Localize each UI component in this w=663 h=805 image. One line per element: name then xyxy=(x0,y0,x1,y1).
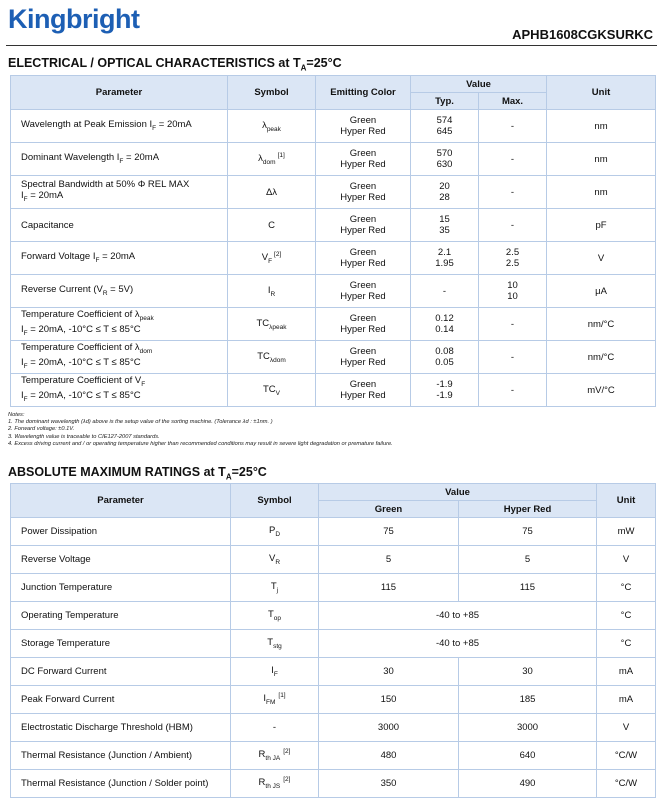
amr-symbol-cell xyxy=(231,574,319,602)
eo-header-value: Value xyxy=(411,76,547,93)
amr-section-title xyxy=(8,465,267,482)
eo-max-cell xyxy=(479,341,547,374)
eo-symbol-cell xyxy=(228,341,316,374)
amr-green-value: 30 xyxy=(319,658,459,686)
eo-color-green: Green xyxy=(349,280,377,291)
header-divider xyxy=(6,45,657,46)
eo-table xyxy=(10,75,656,407)
amr-symbol-cell xyxy=(231,742,319,770)
eo-unit-cell: nm xyxy=(547,110,656,143)
eo-symbol-cell xyxy=(228,209,316,242)
eo-parameter-sub2: F xyxy=(23,195,28,203)
eo-parameter-text: Spectral Bandwidth at 50% Φ REL MAX xyxy=(21,179,190,191)
amr-symbol: V xyxy=(268,553,276,565)
amr-symbol: R xyxy=(258,749,266,761)
eo-parameter-line2 xyxy=(21,390,223,405)
eo-symbol-sub: V xyxy=(275,389,280,397)
amr-header-symbol: Symbol xyxy=(231,484,319,518)
amr-symbol: - xyxy=(272,722,277,733)
notes xyxy=(8,412,393,448)
eo-max-value: - xyxy=(510,186,515,198)
eo-unit-cell: nm xyxy=(547,143,656,176)
amr-red-value: 75 xyxy=(459,518,597,546)
amr-table-row xyxy=(11,518,656,546)
eo-parameter-line xyxy=(21,179,223,190)
eo-max-value2: 10 xyxy=(507,291,518,302)
eo-color-green: Green xyxy=(349,148,377,159)
amr-symbol-sub: th JS xyxy=(265,783,281,791)
eo-symbol: Δλ xyxy=(265,186,278,198)
amr-symbol-cell xyxy=(231,518,319,546)
eo-section-title xyxy=(8,56,342,73)
amr-green-value: 3000 xyxy=(319,714,459,742)
amr-symbol-sub: D xyxy=(275,530,281,538)
eo-typ-cell xyxy=(411,242,479,275)
amr-merged-value: -40 to +85 xyxy=(319,630,597,658)
eo-parameter-sub: F xyxy=(141,381,146,388)
eo-typ-cell xyxy=(411,209,479,242)
amr-unit-cell: °C xyxy=(597,574,656,602)
eo-color-cell xyxy=(316,143,411,176)
eo-color-red: Hyper Red xyxy=(340,126,386,137)
eo-parameter-line xyxy=(21,284,223,299)
amr-table-row xyxy=(11,574,656,602)
eo-max-cell xyxy=(479,143,547,176)
eo-typ-value2: 630 xyxy=(436,159,453,170)
eo-table-row xyxy=(11,242,656,275)
amr-parameter-cell: Operating Temperature xyxy=(11,602,231,630)
eo-symbol: TC xyxy=(257,350,270,362)
eo-symbol-sub: R xyxy=(270,290,276,298)
amr-parameter-cell: Reverse Voltage xyxy=(11,546,231,574)
eo-max-value: - xyxy=(510,219,515,231)
eo-parameter-line2 xyxy=(21,190,223,205)
eo-symbol-sub: F xyxy=(268,258,273,266)
amr-unit-cell: mA xyxy=(597,686,656,714)
eo-max-cell xyxy=(479,110,547,143)
eo-parameter-cell xyxy=(11,308,228,341)
brand-logo: Kingbright xyxy=(8,4,140,34)
eo-color-red: Hyper Red xyxy=(340,192,386,203)
amr-unit-cell: V xyxy=(597,546,656,574)
amr-symbol-cell xyxy=(231,770,319,798)
eo-parameter-text: Dominant Wavelength I xyxy=(21,151,120,163)
eo-typ-cell xyxy=(411,110,479,143)
eo-parameter-text: Forward Voltage I xyxy=(21,250,96,262)
amr-green-value: 75 xyxy=(319,518,459,546)
part-number: APHB1608CGKSURKC xyxy=(512,27,653,42)
eo-typ-value2: 1.95 xyxy=(435,258,454,269)
eo-parameter-sub: F xyxy=(152,124,157,132)
eo-parameter-text2: I xyxy=(21,324,24,335)
amr-table xyxy=(10,483,656,798)
eo-title-suffix: =25°C xyxy=(306,56,342,70)
amr-red-value: 640 xyxy=(459,742,597,770)
amr-red-value: 30 xyxy=(459,658,597,686)
eo-typ-value2: 0.05 xyxy=(435,357,454,368)
eo-max-value: - xyxy=(510,318,515,330)
amr-parameter-cell: Junction Temperature xyxy=(11,574,231,602)
note-line: 4. Excess driving current and / or operating temperature higher than recommended conditions may result in severe light degradation or premature failure. xyxy=(8,440,393,447)
amr-table-row xyxy=(11,686,656,714)
eo-header-typ: Typ. xyxy=(411,93,479,110)
eo-unit-cell: nm xyxy=(547,176,656,209)
eo-typ-value: -1.9 xyxy=(436,379,453,390)
eo-typ-cell xyxy=(411,308,479,341)
amr-header-red: Hyper Red xyxy=(459,501,597,518)
eo-color-cell xyxy=(316,176,411,209)
eo-parameter-tail: = 20mA xyxy=(156,118,192,130)
eo-typ-value: - xyxy=(442,285,447,297)
eo-parameter-text: Capacitance xyxy=(21,219,74,231)
eo-header-color: Emitting Color xyxy=(316,76,411,110)
eo-header-max: Max. xyxy=(479,93,547,110)
eo-max-value: - xyxy=(510,384,515,396)
eo-color-cell xyxy=(316,275,411,308)
amr-table-row xyxy=(11,770,656,798)
amr-green-value: 480 xyxy=(319,742,459,770)
eo-symbol-note: [1] xyxy=(277,151,285,159)
amr-red-value: 3000 xyxy=(459,714,597,742)
amr-title-text: ABSOLUTE MAXIMUM RATINGS at T xyxy=(8,465,226,479)
amr-red-value: 490 xyxy=(459,770,597,798)
amr-symbol-sub: stg xyxy=(273,642,282,650)
eo-color-red: Hyper Red xyxy=(340,291,386,302)
eo-unit-cell: nm/°C xyxy=(547,341,656,374)
eo-symbol-sub: dom xyxy=(262,159,276,167)
eo-unit-cell: mV/°C xyxy=(547,374,656,407)
amr-green-value: 5 xyxy=(319,546,459,574)
amr-parameter-cell: Storage Temperature xyxy=(11,630,231,658)
amr-header-unit: Unit xyxy=(597,484,656,518)
eo-parameter-sub: F xyxy=(119,157,124,165)
eo-typ-value: 2.1 xyxy=(437,247,452,258)
amr-unit-cell: °C/W xyxy=(597,770,656,798)
amr-unit-cell: V xyxy=(597,714,656,742)
amr-symbol-cell xyxy=(231,546,319,574)
eo-color-green: Green xyxy=(349,379,377,390)
eo-symbol-note: [2] xyxy=(274,250,282,258)
amr-green-value: 150 xyxy=(319,686,459,714)
eo-parameter-cell xyxy=(11,209,228,242)
eo-parameter-cell xyxy=(11,275,228,308)
amr-red-value: 115 xyxy=(459,574,597,602)
eo-max-cell xyxy=(479,374,547,407)
amr-parameter-cell: Electrostatic Discharge Threshold (HBM) xyxy=(11,714,231,742)
amr-symbol-sub: j xyxy=(276,586,279,594)
eo-typ-cell xyxy=(411,143,479,176)
eo-parameter-text2: I xyxy=(21,190,24,202)
eo-color-green: Green xyxy=(349,346,377,357)
eo-max-value2: 2.5 xyxy=(505,258,520,269)
eo-color-cell xyxy=(316,308,411,341)
eo-table-row xyxy=(11,308,656,341)
amr-title-suffix: =25°C xyxy=(231,465,267,479)
eo-unit-cell: pF xyxy=(547,209,656,242)
eo-parameter-cell xyxy=(11,110,228,143)
eo-typ-value: 574 xyxy=(436,115,453,126)
eo-typ-value: 15 xyxy=(439,214,450,225)
amr-symbol: I xyxy=(263,693,266,705)
eo-typ-value2: 645 xyxy=(436,126,453,137)
eo-parameter-sub: F xyxy=(95,256,100,264)
eo-max-cell xyxy=(479,209,547,242)
eo-unit-cell: nm/°C xyxy=(547,308,656,341)
eo-typ-value: 570 xyxy=(436,148,453,159)
eo-parameter-cell xyxy=(11,242,228,275)
eo-symbol-sub: λpeak xyxy=(269,323,287,331)
eo-max-cell xyxy=(479,275,547,308)
amr-merged-value: -40 to +85 xyxy=(319,602,597,630)
amr-symbol: T xyxy=(267,637,274,649)
eo-color-green: Green xyxy=(349,313,377,324)
amr-parameter-cell: Thermal Resistance (Junction / Ambient) xyxy=(11,742,231,770)
eo-typ-cell xyxy=(411,275,479,308)
amr-unit-cell: °C xyxy=(597,602,656,630)
eo-parameter-text: Reverse Current (V xyxy=(21,283,103,295)
amr-symbol: R xyxy=(258,777,266,789)
eo-symbol-sub: peak xyxy=(266,125,281,133)
eo-color-green: Green xyxy=(349,181,377,192)
eo-parameter-cell xyxy=(11,143,228,176)
eo-symbol: V xyxy=(261,252,269,264)
eo-table-row xyxy=(11,143,656,176)
amr-unit-cell: mA xyxy=(597,658,656,686)
amr-symbol: I xyxy=(271,665,274,677)
amr-parameter-cell: Peak Forward Current xyxy=(11,686,231,714)
eo-table-row xyxy=(11,275,656,308)
amr-green-value: 350 xyxy=(319,770,459,798)
eo-color-cell xyxy=(316,341,411,374)
amr-header-parameter: Parameter xyxy=(11,484,231,518)
amr-symbol: P xyxy=(268,525,276,537)
eo-parameter-line xyxy=(21,342,223,357)
eo-parameter-line2 xyxy=(21,324,223,339)
amr-symbol-sub: op xyxy=(273,614,282,622)
eo-parameter-line2 xyxy=(21,357,223,372)
eo-header-symbol: Symbol xyxy=(228,76,316,110)
eo-symbol-sub: λdom xyxy=(269,356,286,364)
amr-symbol-cell xyxy=(231,602,319,630)
eo-parameter-sub: peak xyxy=(139,315,154,322)
eo-symbol-cell xyxy=(228,275,316,308)
eo-table-row xyxy=(11,209,656,242)
eo-symbol-cell xyxy=(228,110,316,143)
eo-table-row xyxy=(11,110,656,143)
eo-typ-value2: 0.14 xyxy=(435,324,454,335)
eo-color-green: Green xyxy=(349,214,377,225)
eo-table-row xyxy=(11,374,656,407)
eo-symbol-cell xyxy=(228,308,316,341)
eo-parameter-text: Temperature Coefficient of λ xyxy=(21,342,140,354)
eo-symbol-cell xyxy=(228,176,316,209)
eo-parameter-text: Temperature Coefficient of V xyxy=(21,375,142,387)
eo-table-row xyxy=(11,176,656,209)
eo-symbol-cell xyxy=(228,143,316,176)
eo-color-cell xyxy=(316,110,411,143)
amr-red-value: 185 xyxy=(459,686,597,714)
eo-symbol: λ xyxy=(258,153,263,165)
eo-parameter-line xyxy=(21,309,223,324)
eo-parameter-line xyxy=(21,251,223,266)
eo-max-value: 10 xyxy=(507,280,518,291)
eo-symbol: I xyxy=(267,284,271,296)
eo-parameter-line xyxy=(21,220,223,231)
eo-typ-value: 0.08 xyxy=(435,346,454,357)
amr-symbol-cell xyxy=(231,686,319,714)
eo-typ-value2: -1.9 xyxy=(436,390,453,401)
eo-color-cell xyxy=(316,242,411,275)
note-line: Notes: xyxy=(8,412,25,418)
eo-color-green: Green xyxy=(349,115,377,126)
amr-symbol-sub: FM xyxy=(266,699,276,707)
eo-parameter-tail: = 5V) xyxy=(107,283,134,295)
eo-parameter-tail2: = 20mA, -10°C ≤ T ≤ 85°C xyxy=(27,324,141,335)
note-line: 3. Wavelength value is traceable to CIE127-2007 standards. xyxy=(8,433,160,440)
amr-header-value: Value xyxy=(319,484,597,501)
eo-parameter-line xyxy=(21,375,223,390)
eo-parameter-cell xyxy=(11,374,228,407)
amr-table-row xyxy=(11,658,656,686)
amr-symbol-note: [1] xyxy=(278,692,286,700)
eo-typ-value: 20 xyxy=(439,181,450,192)
eo-parameter-cell xyxy=(11,176,228,209)
amr-table-row xyxy=(11,546,656,574)
note-line: 2. Forward voltage: ±0.1V. xyxy=(8,426,75,433)
amr-symbol-sub: R xyxy=(275,558,281,566)
amr-unit-cell: °C/W xyxy=(597,742,656,770)
amr-header-green: Green xyxy=(319,501,459,518)
amr-table-row xyxy=(11,602,656,630)
eo-parameter-text: Temperature Coefficient of λ xyxy=(21,309,140,321)
note-line: 1. The dominant wavelength (λd) above is the setup value of the sorting machine. (Tolerance λd : ±1nm. ) xyxy=(8,419,273,426)
eo-parameter-text: Wavelength at Peak Emission I xyxy=(21,118,153,130)
amr-table-row xyxy=(11,714,656,742)
amr-symbol-cell xyxy=(231,714,319,742)
eo-parameter-tail2: = 20mA, -10°C ≤ T ≤ 85°C xyxy=(27,390,141,401)
eo-max-value: - xyxy=(510,153,515,165)
eo-symbol-cell xyxy=(228,374,316,407)
eo-title-sub: A xyxy=(300,63,307,73)
eo-color-red: Hyper Red xyxy=(340,324,386,335)
amr-symbol-cell xyxy=(231,630,319,658)
eo-parameter-tail: = 20mA xyxy=(123,151,160,163)
eo-unit-cell: V xyxy=(547,242,656,275)
eo-parameter-sub: dom xyxy=(139,348,153,355)
eo-parameter-text2: I xyxy=(21,390,24,401)
eo-color-cell xyxy=(316,374,411,407)
eo-symbol: TC xyxy=(256,317,270,329)
amr-parameter-cell: DC Forward Current xyxy=(11,658,231,686)
amr-symbol-cell xyxy=(231,658,319,686)
amr-green-value: 115 xyxy=(319,574,459,602)
amr-table-row xyxy=(11,630,656,658)
eo-parameter-tail: = 20mA xyxy=(99,250,136,262)
eo-symbol-cell xyxy=(228,242,316,275)
amr-unit-cell: °C xyxy=(597,630,656,658)
amr-title-sub: A xyxy=(225,472,232,482)
eo-typ-cell xyxy=(411,341,479,374)
eo-parameter-line xyxy=(21,152,223,167)
eo-typ-value: 0.12 xyxy=(435,313,454,324)
eo-color-red: Hyper Red xyxy=(340,357,386,368)
eo-typ-cell xyxy=(411,374,479,407)
eo-parameter-sub: R xyxy=(102,289,108,297)
amr-symbol-note: [2] xyxy=(283,748,291,756)
eo-header-unit: Unit xyxy=(547,76,656,110)
eo-max-cell xyxy=(479,308,547,341)
eo-typ-value2: 28 xyxy=(439,192,450,203)
eo-color-red: Hyper Red xyxy=(340,390,386,401)
eo-table-row xyxy=(11,341,656,374)
eo-symbol: λ xyxy=(262,119,267,131)
eo-parameter-tail2: = 20mA xyxy=(27,190,64,202)
eo-typ-value2: 35 xyxy=(439,225,450,236)
eo-max-value: 2.5 xyxy=(505,247,520,258)
amr-symbol-note: [2] xyxy=(283,776,291,784)
eo-parameter-sub2: F xyxy=(23,395,28,403)
eo-color-red: Hyper Red xyxy=(340,258,386,269)
eo-max-value: - xyxy=(510,351,515,363)
eo-parameter-text2: I xyxy=(21,357,24,368)
eo-color-cell xyxy=(316,209,411,242)
eo-max-value: - xyxy=(510,120,515,132)
amr-symbol-sub: th JA xyxy=(265,755,281,763)
amr-unit-cell: mW xyxy=(597,518,656,546)
amr-symbol-sub: F xyxy=(273,670,278,678)
amr-symbol: T xyxy=(270,581,277,593)
amr-parameter-cell: Thermal Resistance (Junction / Solder point) xyxy=(11,770,231,798)
eo-title-text: ELECTRICAL / OPTICAL CHARACTERISTICS at T xyxy=(8,56,301,70)
amr-parameter-cell: Power Dissipation xyxy=(11,518,231,546)
eo-typ-cell xyxy=(411,176,479,209)
amr-red-value: 5 xyxy=(459,546,597,574)
eo-symbol: TC xyxy=(262,383,276,395)
eo-color-red: Hyper Red xyxy=(340,159,386,170)
eo-header-parameter: Parameter xyxy=(11,76,228,110)
eo-max-cell xyxy=(479,242,547,275)
amr-symbol: T xyxy=(267,609,274,621)
eo-parameter-sub2: F xyxy=(23,362,28,370)
eo-symbol: C xyxy=(268,219,275,231)
eo-parameter-sub2: F xyxy=(23,329,28,337)
eo-color-red: Hyper Red xyxy=(340,225,386,236)
eo-unit-cell: μA xyxy=(547,275,656,308)
amr-table-row xyxy=(11,742,656,770)
eo-color-green: Green xyxy=(349,247,377,258)
eo-max-cell xyxy=(479,176,547,209)
eo-parameter-tail2: = 20mA, -10°C ≤ T ≤ 85°C xyxy=(27,357,141,368)
eo-parameter-line xyxy=(21,119,223,134)
eo-parameter-cell xyxy=(11,341,228,374)
